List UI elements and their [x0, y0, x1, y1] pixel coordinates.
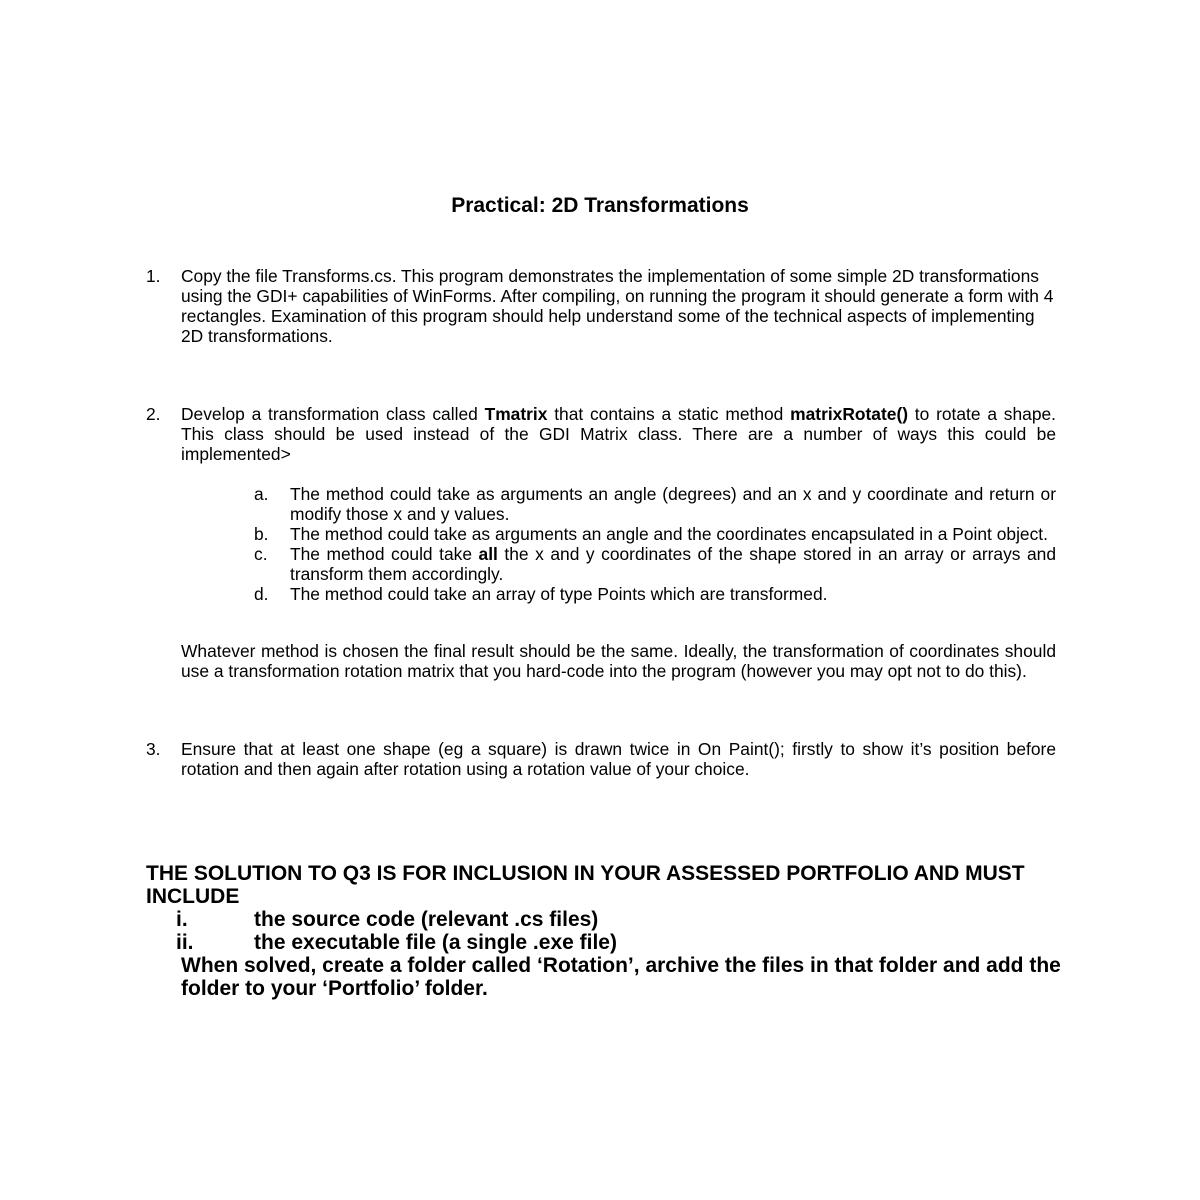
list-item-label: c. [254, 544, 268, 564]
list-item-text: The method could take as arguments an angle and the coordinates encapsulated in a Point object. [290, 524, 1048, 544]
question-text-part: that contains a static method [547, 404, 791, 424]
list-item-text: the executable file (a single .exe file) [254, 931, 617, 954]
list-item-label: b. [254, 524, 269, 544]
question-text-part: Develop a transformation class called [181, 404, 485, 424]
question-2-closing: Whatever method is chosen the final result should be the same. Ideally, the transformation of coordinates should use a transformation rotation matrix that you hard-code into the program (however you may opt not to do this). [181, 641, 1056, 681]
list-item-label: i. [176, 908, 188, 931]
question-number: 2. [146, 404, 161, 424]
list-item-label: d. [254, 584, 269, 604]
method-name: matrixRotate() [790, 404, 909, 424]
implementation-options-list [254, 484, 1056, 604]
portfolio-heading: THE SOLUTION TO Q3 IS FOR INCLUSION IN YOUR ASSESSED PORTFOLIO AND MUST INCLUDE [146, 862, 1025, 908]
list-item [254, 524, 1056, 544]
list-item [254, 484, 1056, 524]
question-2 [146, 404, 1056, 464]
question-number: 1. [146, 266, 161, 286]
question-3 [146, 739, 1056, 779]
list-item [254, 584, 1056, 604]
list-item-text-part: The method could take [290, 544, 479, 564]
class-name: Tmatrix [484, 404, 548, 424]
question-text: Copy the file Transforms.cs. This program demonstrates the implementation of some simple 2D transformations using the GDI+ capabilities of WinForms. After compiling, on running the program it should generate a form with 4 rectangles. Examination of this program should help understand some of the technical aspects of implementing 2D transformations. [181, 266, 1054, 346]
list-item [146, 908, 1066, 931]
list-item [254, 544, 1056, 584]
list-item-text [290, 544, 1056, 584]
list-item-text: The method could take an array of type Points which are transformed. [290, 584, 828, 604]
list-item-text: the source code (relevant .cs files) [254, 908, 599, 931]
list-item-text-part: the x and y coordinates of the shape stored in an array or arrays and transform them accordingly. [290, 544, 1057, 584]
portfolio-closing: When solved, create a folder called ‘Rotation’, archive the files in that folder and add the folder to your ‘Portfolio’ folder. [181, 954, 1061, 1000]
question-1 [146, 266, 1056, 346]
emphasis-text: all [478, 544, 498, 564]
question-text: Ensure that at least one shape (eg a square) is drawn twice in On Paint(); firstly to show it’s position before rotation and then again after rotation using a rotation value of your choice. [181, 739, 1056, 779]
list-item [146, 931, 1066, 954]
portfolio-instructions [146, 862, 1066, 1000]
page-title: Practical: 2D Transformations [451, 194, 749, 217]
list-item-label: ii. [176, 931, 194, 954]
question-number: 3. [146, 739, 161, 759]
question-text-part: to rotate a shape. This class should be used instead of the GDI Matrix class. There are a number of ways this could be implemented> [181, 404, 1057, 464]
list-item-text: The method could take as arguments an angle (degrees) and an x and y coordinate and return or modify those x and y values. [290, 484, 1056, 524]
question-text [181, 404, 1056, 464]
list-item-label: a. [254, 484, 269, 504]
